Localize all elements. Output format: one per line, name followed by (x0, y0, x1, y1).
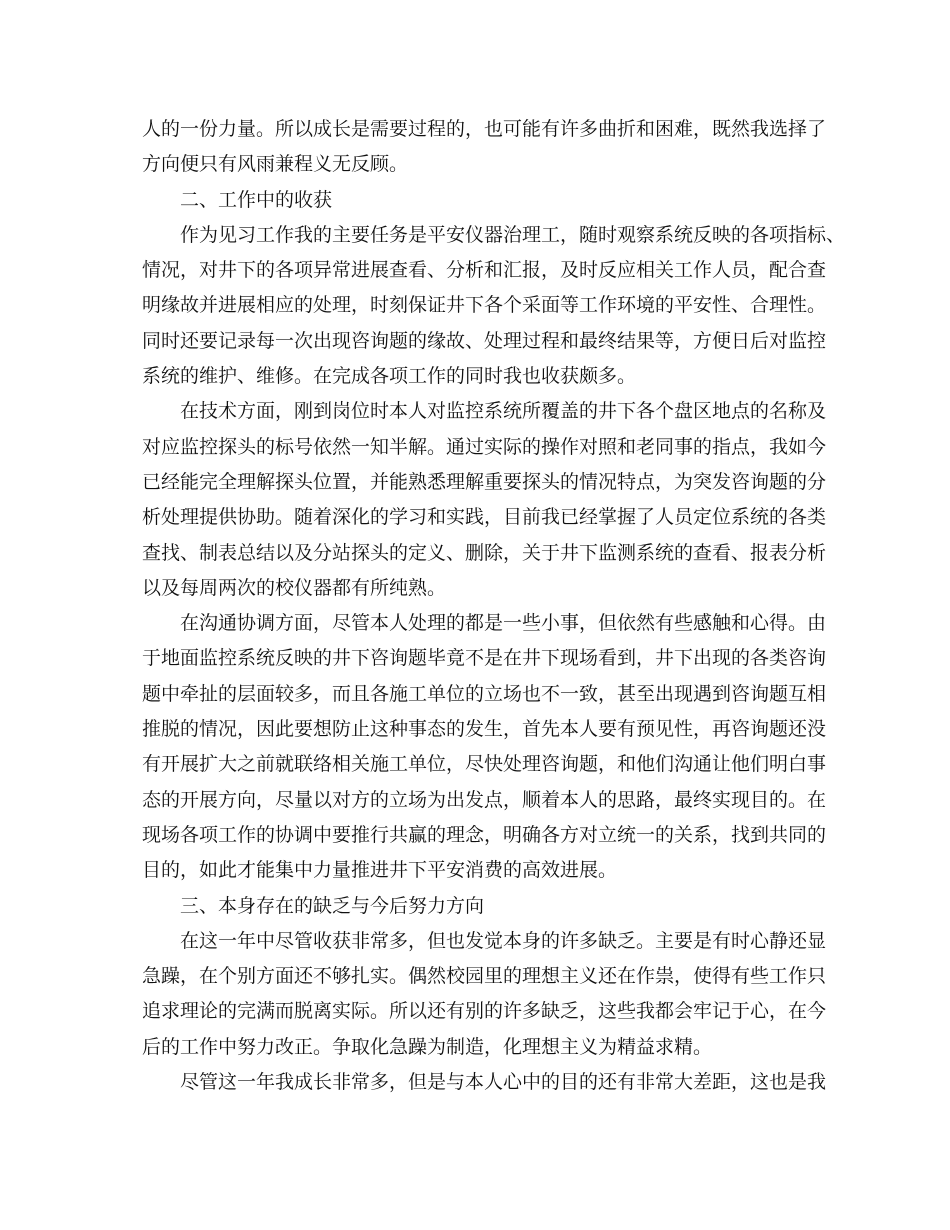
text-line: 查找、制表总结以及分站探头的定义、删除，关于井下监测系统的查看、报表分析 (142, 541, 827, 564)
text-line: 析处理提供协助。随着深化的学习和实践，目前我已经掌握了人员定位系统的各类 (142, 506, 827, 529)
text-line: 后的工作中努力改正。争取化急躁为制造，化理想主义为精益求精。 (142, 1035, 713, 1058)
text-line: 题中牵扯的层面较多，而且各施工单位的立场也不一致，甚至出现遇到咨询题互相 (142, 682, 827, 705)
text-line: 现场各项工作的协调中要推行共赢的理念，明确各方对立统一的关系，找到共同的 (142, 823, 827, 846)
text-line: 情况，对井下的各项异常进展查看、分析和汇报，及时反应相关工作人员，配合查 (142, 259, 827, 282)
section-heading: 二、工作中的收获 (180, 188, 333, 211)
text-line: 明缘故并进展相应的处理，时刻保证井下各个采面等工作环境的平安性、合理性。 (142, 294, 827, 317)
text-line: 以及每周两次的校仪器都有所纯熟。 (142, 576, 447, 599)
text-line: 推脱的情况，因此要想防止这种事态的发生，首先本人要有预见性，再咨询题还没 (142, 718, 827, 741)
text-line: 对应监控探头的标号依然一知半解。通过实际的操作对照和老同事的指点，我如今 (142, 435, 827, 458)
text-line: 人的一份力量。所以成长是需要过程的，也可能有许多曲折和困难，既然我选择了 (142, 118, 827, 140)
text-line: 在沟通协调方面，尽管本人处理的都是一些小事，但依然有些感触和心得。由 (180, 612, 827, 635)
text-line: 作为见习工作我的主要任务是平安仪器治理工，随时观察系统反映的各项指标、 (180, 223, 846, 246)
text-line: 于地面监控系统反映的井下咨询题毕竟不是在井下现场看到，井下出现的各类咨询 (142, 647, 827, 670)
text-line: 在这一年中尽管收获非常多，但也发觉本身的许多缺乏。主要是有时心静还显 (180, 929, 827, 952)
document-body (142, 112, 846, 1100)
text-line: 有开展扩大之前就联络相关施工单位，尽快处理咨询题，和他们沟通让他们明白事 (142, 753, 827, 776)
text-line: 追求理论的完满而脱离实际。所以还有别的许多缺乏，这些我都会牢记于心，在今 (142, 1000, 827, 1023)
text-line: 方向便只有风雨兼程义无反顾。 (142, 153, 409, 176)
text-line: 态的开展方向，尽量以对方的立场为出发点，顺着本人的思路，最终实现目的。在 (142, 788, 827, 811)
text-line: 急躁，在个别方面还不够扎实。偶然校园里的理想主义还在作祟，使得有些工作只 (142, 965, 827, 988)
text-line: 目的，如此才能集中力量推进井下平安消费的高效进展。 (142, 859, 618, 882)
section-heading: 三、本身存在的缺乏与今后努力方向 (180, 894, 485, 917)
text-line: 系统的维护、维修。在完成各项工作的同时我也收获颇多。 (142, 365, 637, 388)
text-line: 已经能完全理解探头位置，并能熟悉理解重要探头的情况特点，为突发咨询题的分 (142, 470, 827, 493)
text-line: 尽管这一年我成长非常多，但是与本人心中的目的还有非常大差距，这也是我 (180, 1071, 827, 1094)
text-line: 同时还要记录每一次出现咨询题的缘故、处理过程和最终结果等，方便日后对监控 (142, 329, 827, 352)
text-line: 在技术方面，刚到岗位时本人对监控系统所覆盖的井下各个盘区地点的名称及 (180, 400, 827, 423)
